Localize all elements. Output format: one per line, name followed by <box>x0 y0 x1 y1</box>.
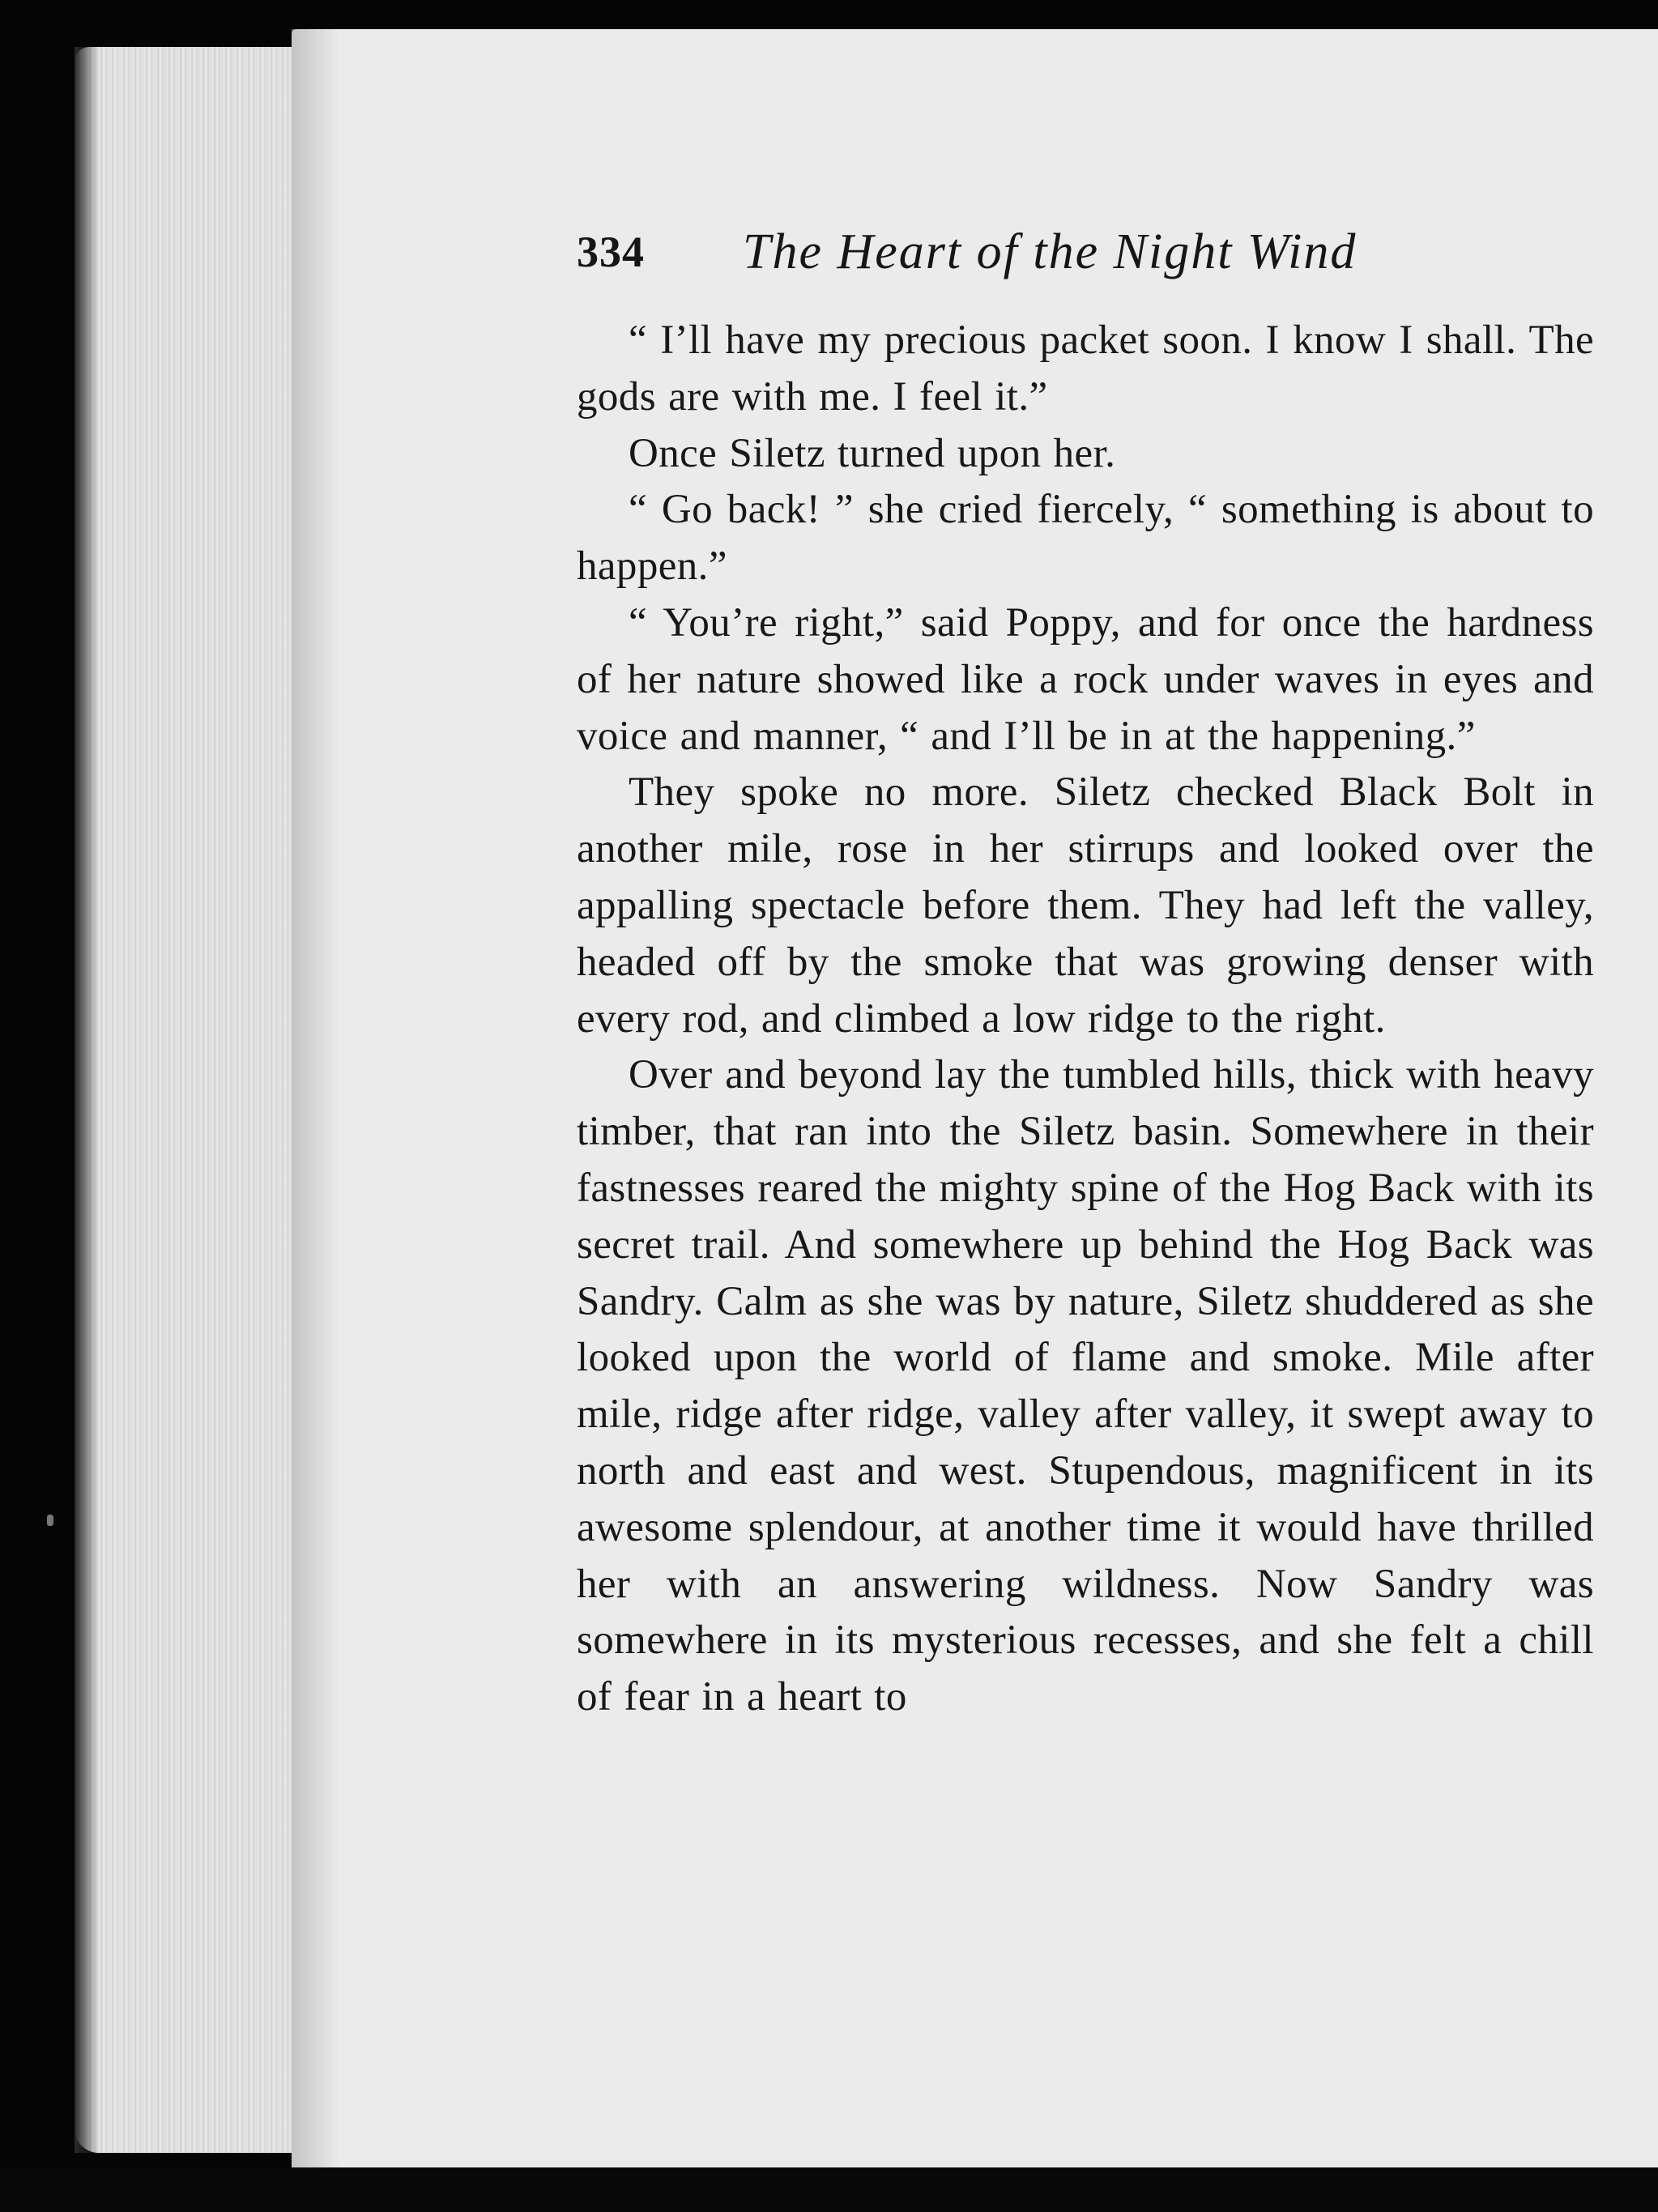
running-title: The Heart of the Night Wind <box>743 224 1358 279</box>
paragraph: “ Go back! ” she cried fiercely, “ something is about to happen.” <box>577 487 1594 590</box>
paragraph: Once Siletz turned upon her. <box>629 430 1116 476</box>
paragraph: “ You’re right,” said Poppy, and for once the hardness of her nature showed like a rock under waves in eyes and voice and manner, “ and I’ll be in at the happening.” <box>577 599 1594 759</box>
page-number: 334 <box>577 228 645 276</box>
running-header <box>577 220 1468 285</box>
body-text <box>577 313 1594 1726</box>
paragraph: Over and beyond lay the tumbled hills, thick with heavy timber, that ran into the Siletz basin. Somewhere in their fastnesses reared the mighty spine of the Hog Back with its secret trail. And somewhere up behind the Hog Back was Sandry. Calm as she was by nature, Siletz shuddered as she looked upon the world of flame and smoke. Mile after mile, ridge after ridge, valley after valley, it swept away to north and east and west. Stupendous, magnificent in its awesome splendour, at another time it would have thrilled her with an answering wildness. Now Sandry was somewhere in its mysterious recesses, and she felt a chill of fear in a heart to <box>577 1052 1594 1720</box>
paragraph: “ I’ll have my precious packet soon. I know I shall. The gods are with me. I feel it.” <box>577 318 1594 420</box>
scan-speck <box>47 1515 53 1526</box>
paragraph: They spoke no more. Siletz checked Black Bolt in another mile, rose in her stirrups and looked over the appalling spectacle before them. They had left the valley, headed off by the smoke that was growing denser with every rod, and climbed a low ridge to the right. <box>577 769 1594 1042</box>
gutter-shadow <box>292 29 340 2167</box>
book-page-edges <box>75 47 318 2153</box>
scan-bottom-border <box>0 2167 1658 2212</box>
